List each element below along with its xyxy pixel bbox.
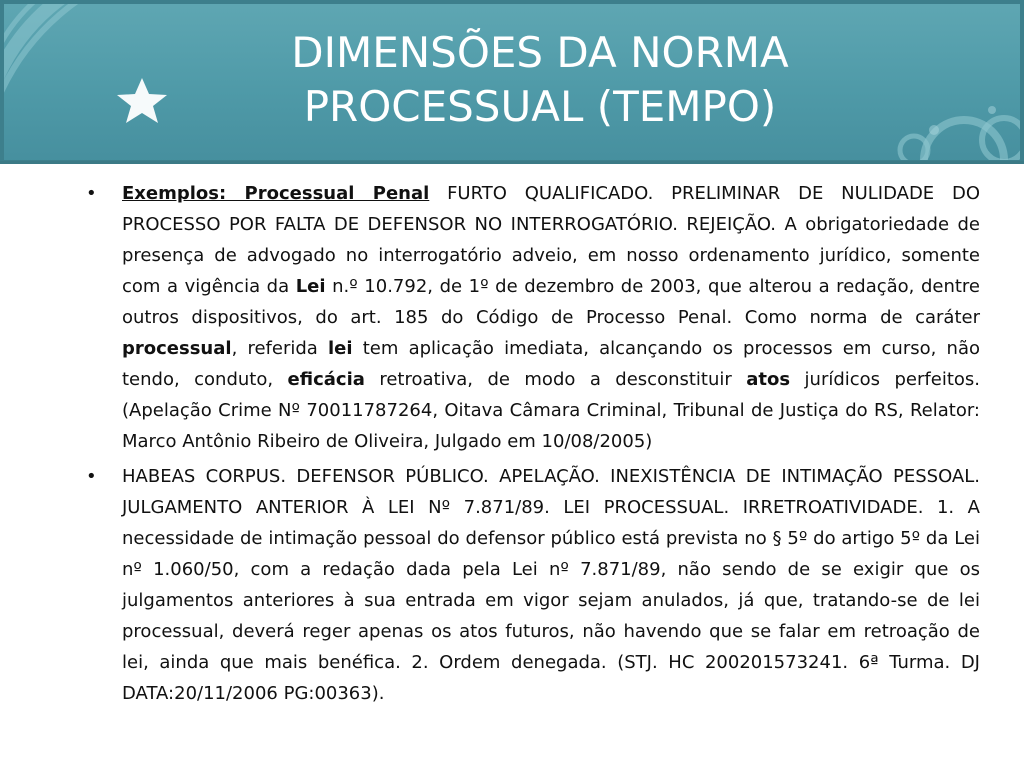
bullet-text: retroativa, de modo a desconstituir [364, 369, 747, 390]
bold-text: Lei [295, 276, 326, 297]
bold-text: processual [122, 338, 232, 359]
slide-header [0, 0, 1024, 164]
bold-text: atos [746, 369, 791, 390]
bullet-text: n.º 10.792, de 1º de dezembro de 2003, que alterou a redação, dentre outros dispositivos, do art. 185 do Código de Processo Penal. Como norma de caráter [122, 276, 980, 328]
bullet-text: tem aplicação imediata, alcançando os processos em curso, não tendo, conduto, [122, 338, 980, 390]
bullet-item [84, 178, 980, 457]
bullet-text: FURTO QUALIFICADO. PRELIMINAR DE NULIDADE DO PROCESSO POR FALTA DE DEFENSOR NO INTERROGATÓRIO. REJEIÇÃO. A obrigatoriedade de presença de advogado no interrogatório adveio, em nosso ordenamento jurídico, somente com a vigência da [122, 183, 980, 297]
bullet-text: HABEAS CORPUS. DEFENSOR PÚBLICO. APELAÇÃO. INEXISTÊNCIA DE INTIMAÇÃO PESSOAL. JULGAMENTO ANTERIOR À LEI Nº 7.871/89. LEI PROCESSUAL. IRRETROATIVIDADE. 1. A necessidade de intimação pessoal do defensor público está prevista no § 5º do artigo 5º da Lei nº 1.060/50, com a redação dada pela Lei nº 7.871/89, não sendo de se exigir que os julgamentos anteriores à sua entrada em vigor sejam anulados, já que, tratando-se de lei processual, deverá reger apenas os atos futuros, não havendo que se falar em retroação de lei, ainda que mais benéfica. 2. Ordem denegada. (STJ. HC 200201573241. 6ª Turma. DJ DATA:20/11/2006 PG:00363). [122, 466, 980, 704]
bold-text: eficácia [287, 369, 365, 390]
bold-text: lei [328, 338, 353, 359]
bullet-item [84, 461, 980, 709]
bullet-text: , referida [231, 338, 328, 359]
bullet-lead-text: Exemplos: Processual Penal [122, 183, 430, 204]
bullet-marker: • [86, 466, 97, 487]
title-line-1: DIMENSÕES DA NORMA [291, 28, 789, 77]
bullet-text: jurídicos perfeitos. (Apelação Crime Nº 70011787264, Oitava Câmara Criminal, Tribunal de Justiça do RS, Relator: Marco Antônio Ribeiro de Oliveira, Julgado em 10/08/2005) [122, 369, 980, 452]
header-divider [0, 161, 1024, 164]
slide-title [130, 26, 950, 134]
bullet-marker: • [86, 183, 97, 204]
title-line-2: PROCESSUAL (TEMPO) [303, 82, 777, 131]
slide-body [84, 178, 980, 713]
